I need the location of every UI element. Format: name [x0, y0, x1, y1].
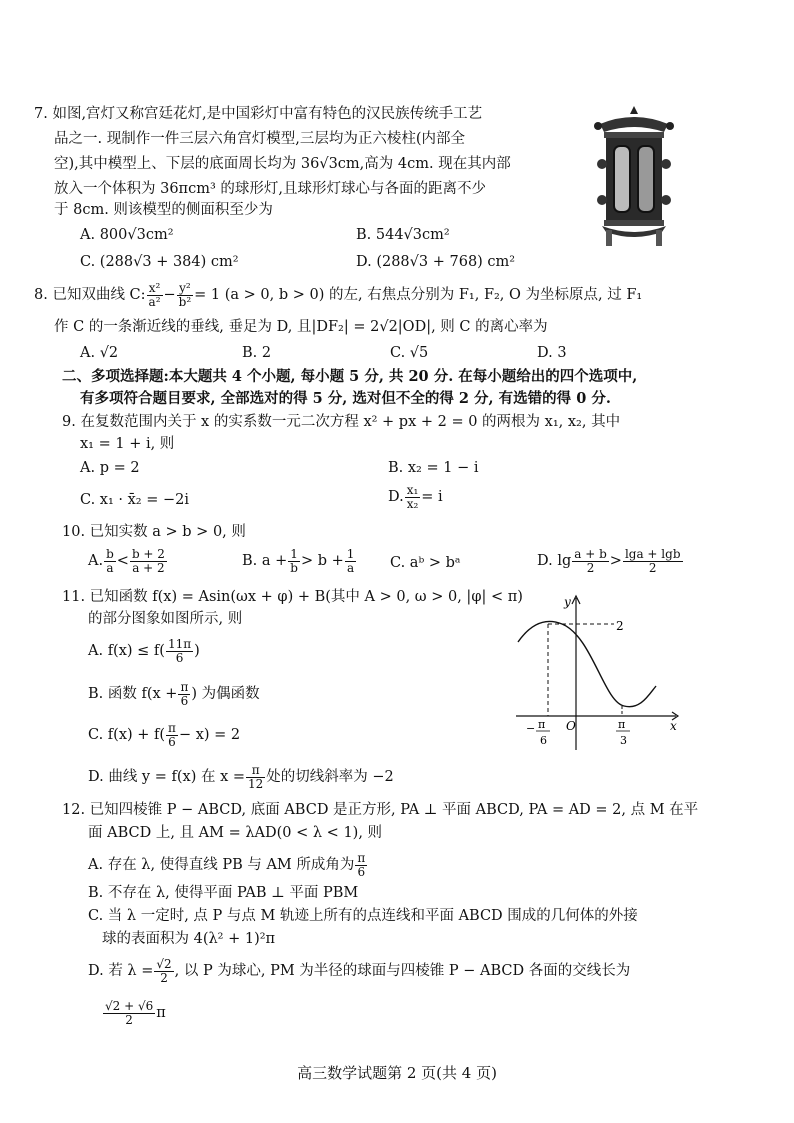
q7-option-b: B. 544√3cm²: [356, 227, 450, 243]
q9-line1: 9. 在复数范围内关于 x 的实系数一元二次方程 x² + px + 2 = 0 的两根为 x₁, x₂, 其中: [62, 414, 621, 430]
q8-line1: [34, 282, 642, 308]
q12-option-d-line2: $\frac{√2 + √6}{2}$ π: [105, 999, 166, 1027]
q10-option-c: C. aᵇ > bᵃ: [390, 555, 461, 571]
q11-option-b: B. 函数 f(x + $\frac{\pi}{6}$ ) 为偶函数: [88, 680, 260, 708]
q8-text-a: 8. 已知双曲线 C:: [34, 287, 146, 304]
graph-origin: O: [566, 719, 576, 733]
q7-option-d: D. (288√3 + 768) cm²: [356, 254, 516, 270]
q12-option-c-line1: C. 当 λ 一定时, 点 P 与点 M 轨迹上所有的点连线和平面 ABCD 围成的几何体的外接: [88, 908, 638, 924]
q9-option-c: C. x₁ · x̄₂ = −2i: [80, 492, 189, 508]
q7-line3: 空),其中模型上、下层的底面周长均为 36√3cm,高为 4cm. 现在其内部: [54, 156, 511, 172]
q10-option-a: A. $\frac{b}{a}$ < $\frac{b + 2}{a + 2}$: [88, 547, 165, 575]
q12-option-c-line2: 球的表面积为 4(λ² + 1)²π: [102, 931, 276, 947]
q10-line1: 10. 已知实数 a > b > 0, 则: [62, 524, 246, 540]
q8-frac-y: $\frac{\text{y²}}{\text{b²}}$: [178, 281, 192, 309]
q12-line2: 面 ABCD 上, 且 AM = λAD(0 < λ < 1), 则: [88, 825, 383, 841]
q9-option-a: A. p = 2: [80, 460, 140, 476]
q12-option-a: A. 存在 λ, 使得直线 PB 与 AM 所成角为 $\frac{\pi}{6}$: [88, 851, 366, 879]
q12-option-b: B. 不存在 λ, 使得平面 PAB ⊥ 平面 PBM: [88, 885, 359, 901]
graph-x-label: x: [670, 719, 677, 733]
graph-left-tick-num: π: [538, 718, 546, 731]
section2-heading-2: 有多项符合题目要求, 全部选对的得 5 分, 选对但不全的得 2 分, 有选错的得 0 分.: [80, 390, 611, 407]
q7-line1: 7. 如图,宫灯又称宫廷花灯,是中国彩灯中富有特色的汉民族传统手工艺: [34, 106, 483, 122]
palace-lantern-image: [590, 104, 678, 246]
q10-option-d: D. lg $\frac{a + b}{2}$ > $\frac{\lg a + \lg b}{2}$: [537, 547, 681, 575]
q8-minus: −: [163, 287, 176, 304]
q8-text-b: = 1 (a > 0, b > 0) 的左, 右焦点分别为 F₁, F₂, O 为坐标原点, 过 F₁: [194, 287, 643, 304]
q7-line4: 放入一个体积为 36πcm³ 的球形灯,且球形灯球心与各面的距离不少: [54, 181, 486, 197]
page-footer: 高三数学试题第 2 页(共 4 页): [297, 1064, 497, 1082]
graph-y-tick: 2: [616, 619, 624, 633]
q8-option-a: A. √2: [80, 345, 119, 361]
q8-frac-x: $\frac{\text{x²}}{\text{a²}}$: [148, 281, 161, 309]
q8-option-d: D. 3: [537, 345, 567, 361]
q7-option-c: C. (288√3 + 384) cm²: [80, 254, 239, 270]
q11-line1: 11. 已知函数 f(x) = Asin(ωx + φ) + B(其中 A > 0, ω > 0, |φ| < π): [62, 589, 523, 605]
graph-y-label: y: [564, 595, 571, 609]
graph-right-tick-num: π: [618, 718, 626, 731]
graph-right-tick-den: 3: [620, 734, 627, 747]
q8-option-b: B. 2: [242, 345, 272, 361]
q12-option-d-line1: D. 若 λ = $\frac{√2}{2}$ , 以 P 为球心, PM 为半径的球面与四棱锥 P − ABCD 各面的交线长为: [88, 957, 631, 985]
q9-option-b: B. x₂ = 1 − i: [388, 460, 479, 476]
q9-option-d: D. $\frac{\text{x₁}}{\text{x₂}}$ = i: [388, 483, 443, 511]
graph-left-tick-sign: −: [526, 722, 536, 735]
q11-option-c: C. f(x) + f( $\frac{\pi}{6}$ − x) = 2: [88, 721, 241, 749]
q12-line1: 12. 已知四棱锥 P − ABCD, 底面 ABCD 是正方形, PA ⊥ 平面 ABCD, PA = AD = 2, 点 M 在平: [62, 802, 699, 818]
q11-option-a: A. f(x) ≤ f( $\frac{11\pi}{6}$ ): [88, 637, 200, 665]
q7-line2: 品之一. 现制作一件三层六角宫灯模型,三层均为正六棱柱(内部全: [54, 131, 465, 147]
q8-line2: 作 C 的一条渐近线的垂线, 垂足为 D, 且|DF₂| = 2√2|OD|, 则 C 的离心率为: [54, 319, 548, 335]
q10-option-b: B. a + $\frac{1}{b}$ > b + $\frac{1}{a}$: [242, 547, 355, 575]
q11-line2: 的部分图象如图所示, 则: [88, 611, 243, 627]
q7-option-a: A. 800√3cm²: [80, 227, 174, 243]
q8-option-c: C. √5: [390, 345, 429, 361]
q9-line2: x₁ = 1 + i, 则: [80, 436, 175, 452]
graph-left-tick-den: 6: [540, 734, 547, 747]
q7-line5: 于 8cm. 则该模型的侧面积至少为: [54, 202, 273, 218]
section2-heading-1: 二、多项选择题:本大题共 4 个小题, 每小题 5 分, 共 20 分. 在每小题给出的四个选项中,: [62, 368, 638, 385]
q11-option-d: D. 曲线 y = f(x) 在 x = $\frac{\pi}{12}$ 处的切线斜率为 −2: [88, 763, 394, 791]
q11-function-graph: [512, 592, 682, 752]
